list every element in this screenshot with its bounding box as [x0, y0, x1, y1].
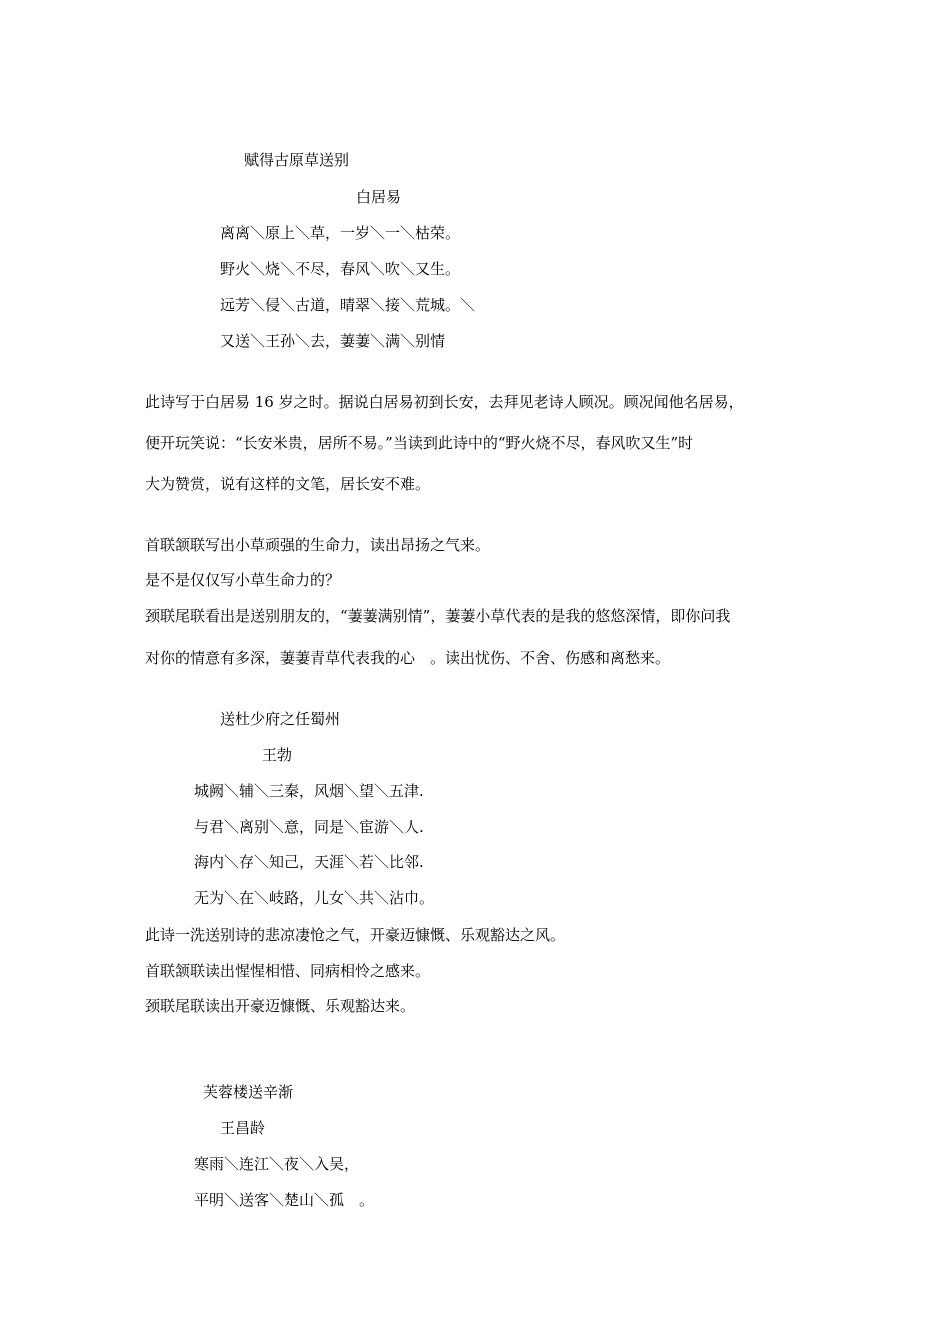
paragraph-line: 首联颔联读出惺惺相惜、同病相怜之感来。: [145, 962, 431, 980]
paragraph-line: 此诗一洗送别诗的悲凉凄怆之气，开豪迈慷慨、乐观豁达之风。: [145, 926, 566, 944]
poem-line: 无为＼在＼岐路，儿女＼共＼沾巾。: [194, 889, 435, 907]
poem-line: 海内＼存＼知己，天涯＼若＼比邻.: [194, 853, 424, 871]
paragraph-line: 颈联尾联读出开豪迈慷慨、乐观豁达来。: [145, 997, 416, 1015]
paragraph-line: 此诗写于白居易 16 岁之时。据说白居易初到长安，去拜见老诗人顾况。顾况闻他名居易，: [145, 393, 744, 411]
paragraph-line: 大为赞赏，说有这样的文笔，居长安不难。: [145, 475, 431, 493]
poem-author: 白居易: [356, 188, 402, 206]
poem-line: 平明＼送客＼楚山＼孤 。: [194, 1191, 375, 1209]
paragraph-line: 便开玩笑说：“长安米贵，居所不易。”当读到此诗中的“野火烧不尽，春风吹又生”时: [145, 434, 694, 452]
poem-line: 城阙＼辅＼三秦，风烟＼望＼五津.: [194, 782, 424, 800]
poem-line: 又送＼王孙＼去，萋萋＼满＼别情: [220, 332, 446, 350]
poem-line: 寒雨＼连江＼夜＼入吴，: [194, 1155, 360, 1173]
poem-line: 离离＼原上＼草，一岁＼一＼枯荣。: [220, 224, 461, 242]
paragraph-line: 对你的情意有多深，萋萋青草代表我的心 。读出忧伤、不舍、伤感和离愁来。: [145, 649, 671, 667]
poem-author: 王昌龄: [220, 1119, 266, 1137]
poem-title: 赋得古原草送别: [244, 151, 350, 169]
paragraph-line: 颈联尾联看出是送别朋友的，“萋萋满别情”，萋萋小草代表的是我的悠悠深情，即你问我: [145, 607, 731, 625]
poem-title: 芙蓉楼送辛渐: [203, 1083, 294, 1101]
poem-line: 野火＼烧＼不尽，春风＼吹＼又生。: [220, 260, 461, 278]
poem-title: 送杜少府之任蜀州: [220, 710, 341, 728]
paragraph-line: 首联颔联写出小草顽强的生命力，读出昂扬之气来。: [145, 536, 491, 554]
poem-line: 远芳＼侵＼古道，晴翠＼接＼荒城。＼: [220, 296, 476, 314]
poem-author: 王勃: [262, 746, 293, 764]
poem-line: 与君＼离别＼意，同是＼宦游＼人.: [194, 818, 424, 836]
paragraph-line: 是不是仅仅写小草生命力的？: [145, 571, 341, 589]
